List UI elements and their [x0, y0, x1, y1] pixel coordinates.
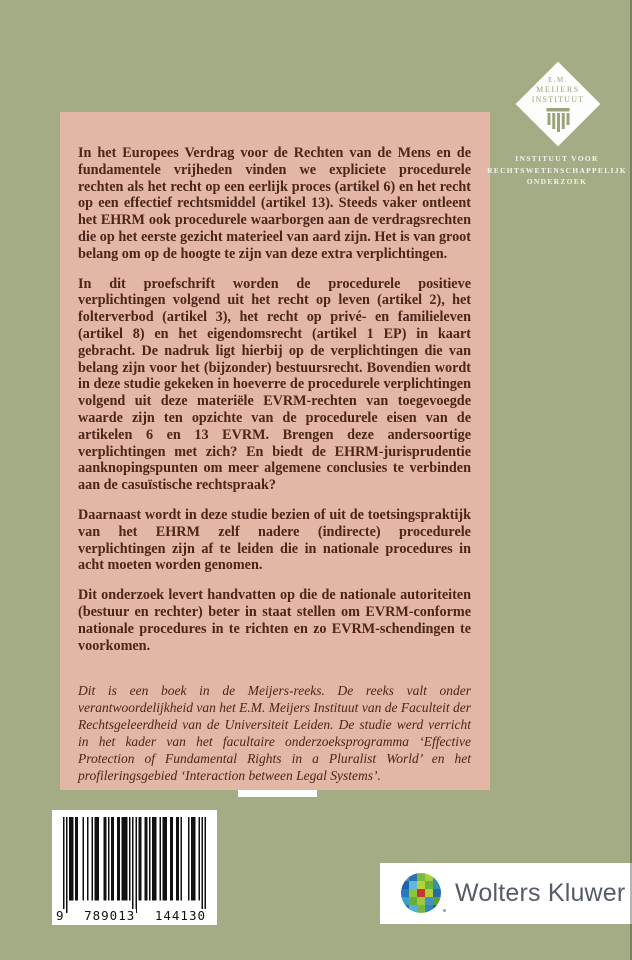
meijers-diamond-content [514, 60, 602, 148]
isbn-number [52, 909, 217, 923]
panel-bottom-notch [238, 790, 317, 797]
isbn-group-3: 144130 [154, 908, 206, 923]
blurb-paragraph-2: In dit proefschrift worden de procedurele positieve verplichtingen volgend uit het recht op leven (artikel 2), het folterverbod (artikel 3), het recht op privé- en familieleven (artikel 8) en het eigendomsrecht (artikel 1 EP) in kaart gebracht. De nadruk ligt hierbij op de verplichtingen die van belang zijn voor het (bijzonder) bestuursrecht. Bovendien wordt in deze studie gekeken in hoeverre de procedurele verplichtingen volgend uit deze materiële EVRM-rechten van toegevoegde waarde zijn ten opzichte van de procedurele eisen van de artikelen 6 en 13 EVRM. Brengen deze andersoortige verplichtingen met zich? En biedt de EHRM-jurisprudentie aanknopingspunten om meer algemene conclusies te verbinden aan de casuïstische rechtspraak? [78, 275, 471, 494]
blurb-panel [60, 112, 490, 790]
meijers-logo-institute: INSTITUUT [531, 95, 585, 104]
blurb-paragraph-1: In het Europees Verdrag voor de Rechten van de Mens en de fundamentele vrijheden vinden we expliciete procedurele rechten als het recht op een eerlijk proces (artikel 6) en het recht op een effectief rechtsmiddel (artikel 13). Steeds vaker ontleent het EHRM ook procedurele waarborgen aan de verdragsrechten die op het eerste gezicht materieel van aard zijn. Het is van groot belang om op de hoogte te zijn van deze extra verplichtingen. [78, 145, 471, 262]
meijers-subtitle-line-3: ONDERZOEK [526, 177, 588, 186]
registered-mark [443, 909, 446, 912]
blurb-paragraph-3: Daarnaast wordt in deze studie bezien of uit de toetsingspraktijk van het EHRM zelf nadere (indirecte) procedurele verplichtingen zijn af te leiden die in nationale procedures in acht moeten worden genomen. [78, 506, 471, 574]
colophon-text: Dit is een boek in de Meijers-reeks. De reeks valt onder verantwoordelijkheid van het E.M. Meijers Instituut van de Faculteit der Rechtsgeleerdheid van de Universiteit Leiden. De studie werd verricht in het kader van het facultaire onderzoeksprogramma ‘Effective Protection of Fundamental Rights in a Pluralist World’ en het profileringsgebied ‘Interaction between Legal Systems’. [78, 683, 471, 784]
meijers-diamond [516, 62, 601, 147]
publisher-name: Wolters Kluwer [455, 878, 626, 907]
wolters-kluwer-logo [380, 863, 632, 924]
barcode [52, 810, 217, 925]
meijers-subtitle-line-2: RECHTSWETENSCHAPPELIJK [487, 165, 627, 175]
column-icon [545, 108, 571, 132]
blurb-paragraph-4: Dit onderzoek levert handvatten op die de nationale autoriteiten (bestuur en rechter) beter in staat stellen om EVRM-conforme nationale procedures in te richten en zo EVRM-schendingen te voorkomen. [78, 587, 471, 654]
wolters-kluwer-globe-icon [401, 873, 441, 913]
isbn-group-1: 9 [56, 908, 65, 923]
barcode-icon [63, 817, 206, 913]
meijers-logo-name: MEIJERS [536, 85, 580, 94]
isbn-group-2: 789013 [84, 908, 136, 923]
meijers-subtitle [482, 153, 632, 188]
meijers-subtitle-line-1: INSTITUUT VOOR [515, 154, 599, 163]
meijers-logo-initials: E.M. [548, 76, 568, 84]
